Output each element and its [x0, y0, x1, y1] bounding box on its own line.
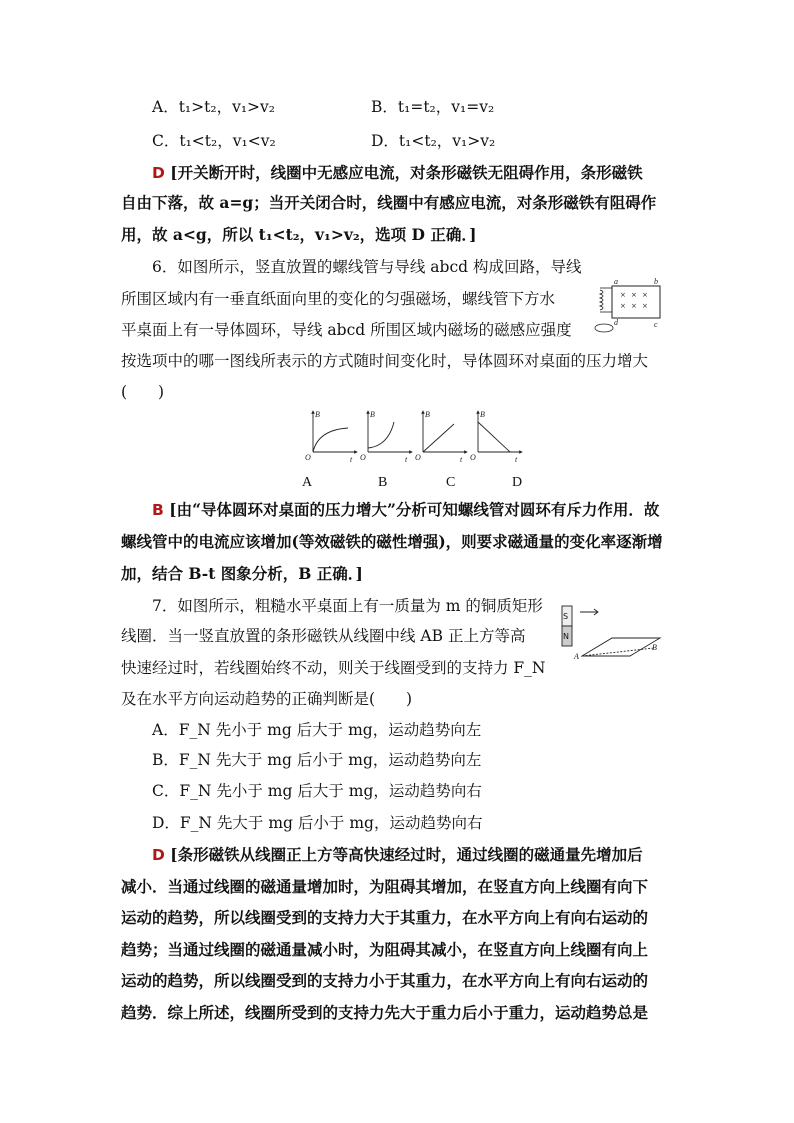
- q7-option-a: A．F_N 先小于 mg 后大于 mg，运动趋势向左: [152, 721, 482, 739]
- q7-explanation-line6: 趋势．综上所述，线圈所受到的支持力先大于重力后小于重力，运动趋势总是: [121, 1003, 649, 1022]
- svg-text:t: t: [515, 455, 518, 464]
- q6-line3: 平桌面上有一导体圆环，导线 abcd 所围区域内磁场的磁感应强度: [121, 321, 572, 339]
- q5-option-a: A．t₁>t₂，v₁>v₂: [152, 98, 275, 116]
- svg-text:O: O: [305, 453, 311, 462]
- q7-option-d: D．F_N 先大于 mg 后小于 mg，运动趋势向右: [152, 814, 483, 832]
- q6-explanation-line1: B [由“导体圆环对桌面的压力增大”分析可知螺线管对圆环有斥力作用．故: [152, 500, 660, 519]
- label-b: b: [654, 277, 658, 286]
- svg-text:t: t: [405, 455, 408, 464]
- svg-text:O: O: [415, 453, 421, 462]
- svg-text:B: B: [370, 410, 375, 419]
- label-c: c: [654, 320, 658, 329]
- q7-line1: 7．如图所示，粗糙水平桌面上有一质量为 m 的铜质矩形: [152, 597, 543, 615]
- svg-text:O: O: [470, 453, 476, 462]
- label-d: d: [614, 318, 618, 327]
- q6-bt-graphs: [298, 408, 538, 494]
- svg-text:×: ×: [620, 291, 626, 299]
- svg-text:×: ×: [631, 291, 637, 299]
- graph-label-b: B: [378, 475, 388, 490]
- svg-text:×: ×: [620, 302, 626, 310]
- svg-text:t: t: [350, 455, 353, 464]
- q6-line5: ( ): [121, 383, 165, 401]
- q7-explanation-line1: D [条形磁铁从线圈正上方等高快速经过时，通过线圈的磁通量先增加后: [152, 845, 643, 864]
- label-B: B: [652, 643, 657, 652]
- q5-explanation-line2: 自由下落，故 a=g；当开关闭合时，线圈中有感应电流，对条形磁铁有阻碍作: [121, 193, 657, 212]
- svg-text:×: ×: [631, 302, 637, 310]
- graph-a-curve: [313, 428, 348, 452]
- svg-text:B: B: [425, 410, 430, 419]
- q7-line2: 线圈．当一竖直放置的条形磁铁从线圈中线 AB 正上方等高: [121, 627, 526, 645]
- graph-label-c: C: [446, 475, 456, 490]
- q7-option-b: B．F_N 先大于 mg 后小于 mg，运动趋势向左: [152, 751, 482, 769]
- q5-explanation-line1: D [开关断开时，线圈中无感应电流，对条形磁铁无阻碍作用，条形磁铁: [152, 163, 643, 182]
- q7-explanation-line4: 趋势；当通过线圈的磁通量减小时，为阻碍其减小，在竖直方向上线圈有向上: [121, 940, 649, 959]
- label-a: a: [614, 277, 618, 286]
- q7-option-c: C．F_N 先小于 mg 后大于 mg，运动趋势向右: [152, 782, 482, 800]
- svg-text:B: B: [315, 410, 320, 419]
- q7-line4: 及在水平方向运动趋势的正确判断是( ): [121, 690, 413, 708]
- q6-line1: 6．如图所示，竖直放置的螺线管与导线 abcd 构成回路，导线: [152, 258, 582, 276]
- graph-label-a: A: [302, 475, 313, 490]
- graph-c-line: [423, 424, 454, 452]
- q5-answer: D: [152, 164, 165, 182]
- q5-option-b: B．t₁=t₂，v₁=v₂: [371, 98, 495, 116]
- magnet-s: S: [563, 612, 569, 621]
- graph-label-d: D: [512, 475, 523, 490]
- q6-circuit-figure: [590, 276, 670, 338]
- q6-explanation-line2: 螺线管中的电流应该增加(等效磁铁的磁性增强)，则要求磁通量的变化率逐渐增: [121, 532, 663, 551]
- svg-text:×: ×: [642, 302, 648, 310]
- graph-b-curve: [368, 422, 394, 448]
- q6-explanation-line3: 加，结合 B-t 图象分析，B 正确．]: [121, 564, 363, 583]
- q5-option-c: C．t₁<t₂，v₁<v₂: [152, 132, 276, 150]
- coil-outline: [582, 638, 660, 656]
- q6-line2: 所围区域内有一垂直纸面向里的变化的匀强磁场，螺线管下方水: [121, 290, 556, 308]
- q7-explanation-line5: 运动的趋势，所以线圈受到的支持力小于其重力，在水平方向上有向右运动的: [121, 971, 649, 990]
- q6-line4: 按选项中的哪一图线所表示的方式随时间变化时，导体圆环对桌面的压力增大: [121, 352, 649, 370]
- q7-explanation-line3: 运动的趋势，所以线圈受到的支持力大于其重力，在水平方向上有向右运动的: [121, 908, 649, 927]
- q7-explanation-line2: 减小．当通过线圈的磁通量增加时，为阻碍其增加，在竖直方向上线圈有向下: [121, 877, 649, 896]
- svg-text:O: O: [360, 453, 366, 462]
- magnet-n: N: [563, 632, 569, 641]
- svg-text:t: t: [460, 455, 463, 464]
- svg-text:B: B: [480, 410, 485, 419]
- q7-line3: 快速经过时，若线圈始终不动，则关于线圈受到的支持力 F_N: [121, 659, 546, 677]
- q7-answer: D: [152, 846, 165, 864]
- q7-magnet-figure: [560, 604, 666, 670]
- q5-option-d: D．t₁<t₂，v₁>v₂: [371, 132, 496, 150]
- graph-d-line: [478, 422, 510, 452]
- q5-explanation-line3: 用，故 a<g，所以 t₁<t₂，v₁>v₂，选项 D 正确．]: [121, 225, 477, 244]
- q6-answer: B: [152, 501, 164, 519]
- label-A: A: [574, 652, 579, 661]
- svg-text:×: ×: [642, 291, 648, 299]
